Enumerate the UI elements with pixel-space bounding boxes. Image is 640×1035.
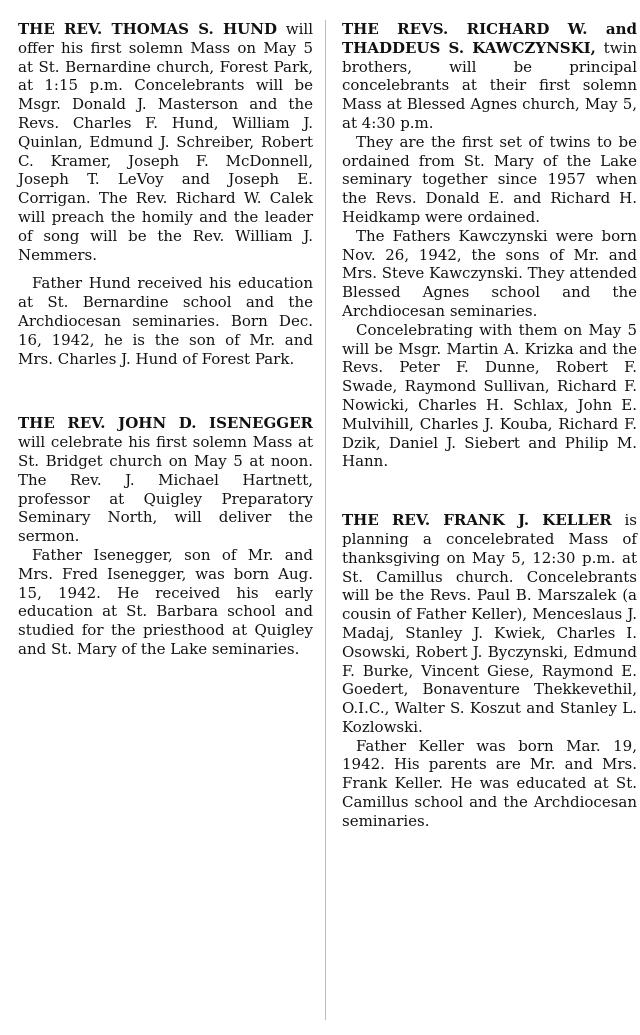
article-kawczynski-paragraph-2: They are the first set of twins to be ordained from St. Mary of the Lake seminary together since 1957 when the Revs. Donald E. and Richard H. Heidkamp were ordained. xyxy=(342,132,637,226)
column-divider xyxy=(325,20,326,1020)
article-isenegger xyxy=(18,414,313,658)
article-hund-name: THE REV. THOMAS S. HUND xyxy=(18,20,277,38)
article-keller-lead-text: is planning a concelebrated Mass of thanksgiving on May 5, 12:30 p.m. at St. Camillus church. Concelebrants will be the Revs. Paul B. Marszalek (a cousin of Father Keller), Menceslaus J. Madaj, Stanley J. Kwiek, Charles I. Osowski, Robert J. Byczynski, Edmund F. Burke, Vincent Giese, Raymond E. Goedert, Bonaventure Thekkevethil, O.I.C., Walter S. Koszut and Stanley L. Kozlowski. xyxy=(342,511,637,736)
article-kawczynski-lead xyxy=(342,20,637,133)
article-keller-lead xyxy=(342,511,637,737)
article-kawczynski xyxy=(342,20,637,471)
article-kawczynski-paragraph-4: Concelebrating with them on May 5 will be Msgr. Martin A. Krizka and the Revs. Peter F. Dunne, Robert F. Swade, Raymond Sullivan, Richard F. Nowicki, Charles H. Schlax, John E. Mulvihill, Charles J. Kouba, Richard F. Dzik, Daniel J. Siebert and Philip M. Hann. xyxy=(342,320,637,471)
article-kawczynski-paragraph-3: The Fathers Kawczynski were born Nov. 26, 1942, the sons of Mr. and Mrs. Steve Kawczynski. They attended Blessed Agnes school and the Archdiocesan seminaries. xyxy=(342,226,638,320)
article-hund-lead xyxy=(18,20,313,264)
article-hund-paragraph-2: Father Hund received his education at St. Bernardine school and the Archdiocesan seminaries. Born Dec. 16, 1942, he is the son of Mr. and Mrs. Charles J. Hund of Forest Park. xyxy=(18,274,313,368)
right-column xyxy=(342,0,637,831)
article-keller xyxy=(342,511,637,831)
article-isenegger-lead xyxy=(18,414,313,546)
left-column xyxy=(18,0,313,659)
article-isenegger-name: THE REV. JOHN D. ISENEGGER xyxy=(18,414,313,433)
article-hund xyxy=(18,20,313,368)
article-kawczynski-name: THE REVS. RICHARD W. and THADDEUS S. KAWCZYNSKI, xyxy=(342,20,637,57)
article-isenegger-paragraph-2: Father Isenegger, son of Mr. and Mrs. Fred Isenegger, was born Aug. 15, 1942. He received his early education at St. Barbara school and studied for the priesthood at Quigley and St. Mary of the Lake seminaries. xyxy=(18,545,313,658)
article-hund-lead-text: will offer his first solemn Mass on May 5 at St. Bernardine church, Forest Park, at 1:15 p.m. Concelebrants will be Msgr. Donald J. Masterson and the Revs. Charles F. Hund, William J. Quinlan, Edmund J. Schreiber, Robert C. Kramer, Joseph F. McDonnell, Joseph T. LeVoy and Joseph E. Corrigan. The Rev. Richard W. Calek will preach the homily and the leader of song will be the Rev. William J. Nemmers. xyxy=(18,20,313,264)
article-keller-name: THE REV. FRANK J. KELLER xyxy=(342,511,612,530)
article-keller-paragraph-2: Father Keller was born Mar. 19, 1942. His parents are Mr. and Mrs. Frank Keller. He was educated at St. Camillus school and the Archdiocesan seminaries. xyxy=(342,736,637,830)
article-kawczynski-lead-text: twin brothers, will be principal concelebrants at their first solemn Mass at Blessed Agnes church, May 5, at 4:30 p.m. xyxy=(342,38,638,132)
article-isenegger-lead-text: will celebrate his first solemn Mass at St. Bridget church on May 5 at noon. The Rev. J. Michael Hartnett, professor at Quigley Preparatory Seminary North, will deliver the sermon. xyxy=(18,433,313,546)
